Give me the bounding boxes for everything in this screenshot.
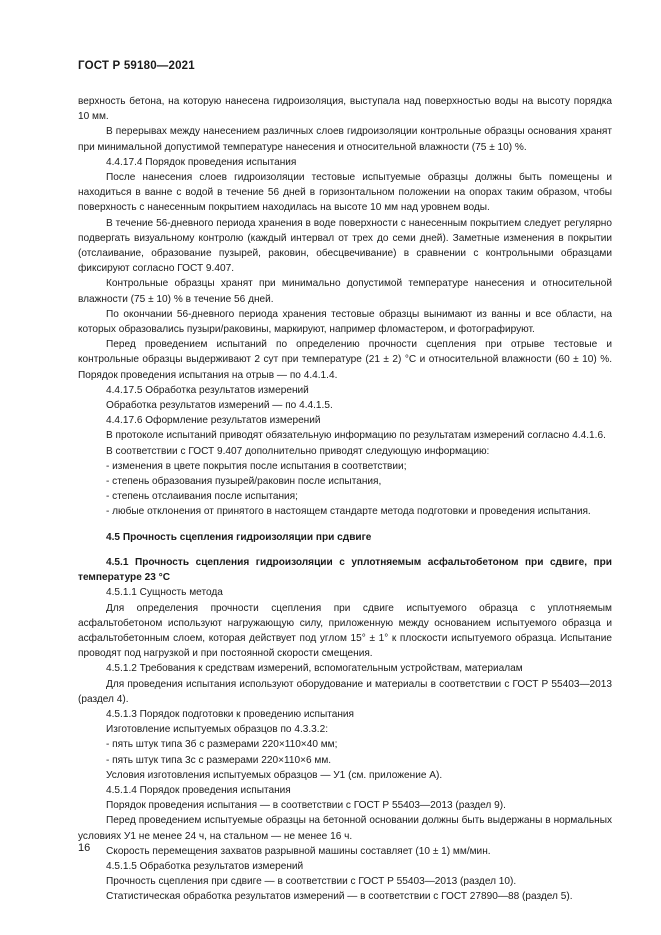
paragraph: В течение 56-дневного периода хранения в воде поверхности с нанесенным покрытием следует регулярно подвергать визуальному контролю (каждый интервал от трех до семи дней). Заметные изменения в покрытии (отслаивание, образование пузырей, раковин, обесцвечивание) в сравнении с контрольными образцами фиксируют согласно ГОСТ 9.407. bbox=[78, 217, 612, 275]
paragraph: В перерывах между нанесением различных слоев гидроизоляции контрольные образцы основания хранят при минимальной допустимой температуре нанесения и относительной влажности (75 ± 10) %. bbox=[78, 126, 612, 153]
paragraph: Порядок проведения испытания — в соответствии с ГОСТ Р 55403—2013 (раздел 9). bbox=[106, 800, 506, 812]
subsection-title: 4.5.1 Прочность сцепления гидроизоляции с уплотняемым асфальтобетоном при сдвиге, при температуре 23 °С bbox=[78, 556, 612, 584]
list-item: - степень отслаивания после испытания; bbox=[106, 491, 298, 503]
list-item: - степень образования пузырей/раковин после испытания, bbox=[106, 476, 382, 488]
paragraph: Изготовление испытуемых образцов по 4.3.3.2: bbox=[106, 724, 328, 736]
list-item: - пять штук типа 3с с размерами 220×110×6 мм. bbox=[106, 754, 332, 766]
paragraph: Статистическая обработка результатов измерений — в соответствии с ГОСТ 27890—88 (раздел 5). bbox=[106, 891, 573, 903]
section-heading: 4.5.1.5 Обработка результатов измерений bbox=[106, 860, 304, 872]
page-number: 16 bbox=[78, 842, 91, 854]
paragraph: Условия изготовления испытуемых образцов — У1 (см. приложение А). bbox=[106, 769, 443, 781]
section-heading: 4.5.1.2 Требования к средствам измерений, вспомогательным устройствам, материалам bbox=[106, 663, 523, 675]
paragraph: Для проведения испытания используют оборудование и материалы в соответствии с ГОСТ Р 55403—2013 (раздел 4). bbox=[78, 678, 612, 705]
paragraph: Контрольные образцы хранят при минимально допустимой температуре нанесения и относительной влажности (75 ± 10) % в течение 56 дней. bbox=[78, 278, 612, 305]
section-heading: 4.4.17.5 Обработка результатов измерений bbox=[106, 384, 309, 396]
list-item: - любые отклонения от принятого в настоящем стандарте метода подготовки и проведения испытания. bbox=[106, 506, 591, 518]
section-title: 4.5 Прочность сцепления гидроизоляции при сдвиге bbox=[106, 531, 372, 543]
list-item: - пять штук типа 3б с размерами 220×110×40 мм; bbox=[106, 739, 338, 751]
paragraph: Скорость перемещения захватов разрывной машины составляет (10 ± 1) мм/мин. bbox=[106, 845, 491, 857]
paragraph: верхность бетона, на которую нанесена гидроизоляция, выступала над поверхностью воды на высоту порядка 10 мм. bbox=[78, 96, 612, 123]
paragraph: По окончании 56-дневного периода хранения тестовые образцы вынимают из ванны и все области, на которых образовались пузыри/раковины, маркируют, например фломастером, и фотографируют. bbox=[78, 308, 612, 336]
section-heading: 4.5.1.3 Порядок подготовки к проведению испытания bbox=[106, 708, 355, 720]
paragraph: Перед проведением испытуемые образцы на бетонной основании должны быть выдержаны в нормальных условиях У1 не менее 24 ч, на стальном — не менее 16 ч. bbox=[78, 815, 612, 842]
document-body bbox=[78, 94, 612, 905]
paragraph: Обработка результатов измерений — по 4.4.1.5. bbox=[106, 400, 333, 412]
paragraph: В соответствии с ГОСТ 9.407 дополнительно приводят следующую информацию: bbox=[106, 445, 490, 457]
paragraph: Перед проведением испытаний по определению прочности сцепления при отрыве тестовые и контрольные образцы выдерживают 2 сут при температуре (21 ± 2) °С и относительной влажности (60 ± 10) %. Порядок проведения испытания на отрыв — по 4.4.1.4. bbox=[78, 339, 612, 381]
paragraph: Прочность сцепления при сдвиге — в соответствии с ГОСТ Р 55403—2013 (раздел 10). bbox=[106, 876, 517, 888]
section-heading: 4.4.17.6 Оформление результатов измерений bbox=[106, 415, 321, 427]
paragraph: В протоколе испытаний приводят обязательную информацию по результатам измерений согласно 4.4.1.6. bbox=[106, 430, 606, 442]
document-header: ГОСТ Р 59180—2021 bbox=[78, 60, 195, 72]
section-heading: 4.4.17.4 Порядок проведения испытания bbox=[106, 156, 297, 168]
paragraph: Для определения прочности сцепления при сдвиге испытуемого образца с уплотняемым асфальтобетоном используют нагружающую силу, приложенную между основанием испытуемого образца и асфальтобетонным слоем, которая действует под углом 15° ± 1° к плоскости испытуемого образца. Испытание проводят под нагрузкой и при постоянной скорости смещения. bbox=[78, 602, 612, 660]
list-item: - изменения в цвете покрытия после испытания в соответствии; bbox=[106, 460, 407, 472]
paragraph: После нанесения слоев гидроизоляции тестовые испытуемые образцы должны быть помещены и находиться в ванне с водой в течение 56 дней в горизонтальном положении на опорах таким образом, чтобы поверхность с нанесенным покрытием находилась на высоте 10 мм над уровнем воды. bbox=[78, 172, 612, 214]
section-heading: 4.5.1.1 Сущность метода bbox=[106, 587, 223, 599]
section-heading: 4.5.1.4 Порядок проведения испытания bbox=[106, 784, 291, 796]
